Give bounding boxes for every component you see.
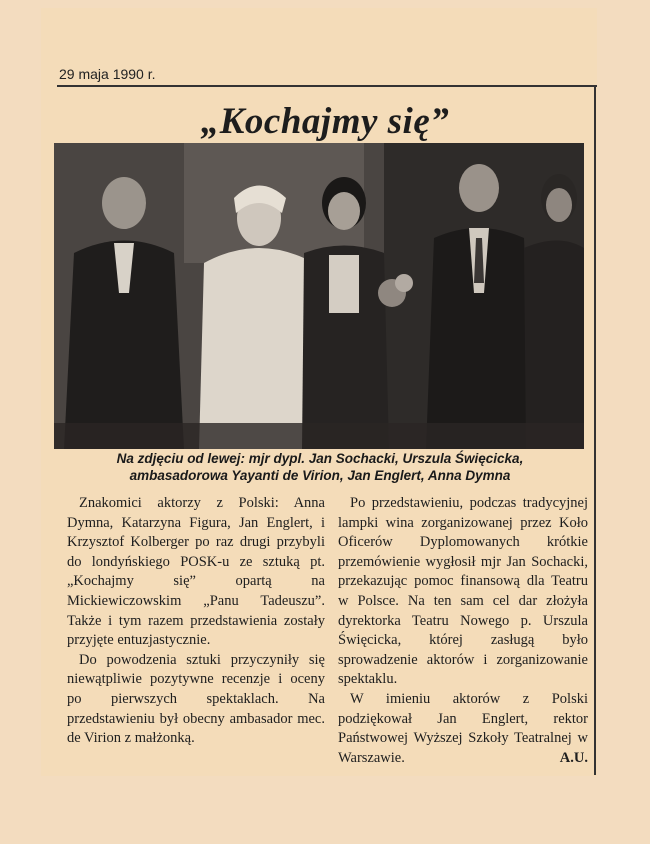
- right-column: [338, 494, 588, 768]
- photo-caption: [54, 450, 586, 484]
- paragraph: Do powodzenia sztuki przyczyniły się niewątpliwie pozytywne recenzje i oceny po pierwszych spektaklach. Na przedstawieniu był obecny ambasador mec. de Virion z małżonką.: [67, 651, 325, 747]
- article-photo: [54, 143, 584, 449]
- paragraph: Znakomici aktorzy z Polski: Anna Dymna, Katarzyna Figura, Jan Englert, i Krzysztof Kolberger po raz drugi przybyli do londyńskiego POSK-u ze sztuką pt. „Kochajmy się” opartą na Mickiewiczowskim „Panu Tadeuszu”. Także i tym razem przedstawienia zostały przyjęte entuzjastycznie.: [67, 495, 325, 649]
- left-column: [67, 494, 325, 749]
- column-rule: [594, 85, 596, 775]
- author-signature: A.U.: [559, 749, 588, 766]
- paragraph-text: W imieniu aktorów z Polski podziękował Jan Englert, rektor Państwowej Wyższej Szkoły Teatralnej w Warszawie.: [338, 690, 588, 766]
- article-headline: „Kochajmy się”: [200, 101, 450, 142]
- paragraph-with-signature: [338, 690, 588, 768]
- group-photo-image: [54, 143, 584, 449]
- header-rule: [57, 85, 597, 87]
- caption-line-2: ambasadorowa Yayanti de Virion, Jan Englert, Anna Dymna: [129, 468, 511, 483]
- paragraph: Po przedstawieniu, podczas tradycyjnej lampki wina zorganizowanej przez Koło Oficerów Dyplomowanych krótkie przemówienie wygłosił mjr Jan Sochacki, przekazując pomoc finansową dla Teatru w Polsce. Na ten sam cel dar złożyła dyrektorka Teatru Nowego p. Urszula Święcicka, której zasługą było sprowadzenie aktorów i zorganizowanie spektaklu.: [338, 495, 588, 688]
- newspaper-clipping: [41, 8, 597, 776]
- article-date: 29 maja 1990 r.: [59, 66, 156, 82]
- caption-line-1: Na zdjęciu od lewej: mjr dypl. Jan Sochacki, Urszula Święcicka,: [116, 451, 524, 466]
